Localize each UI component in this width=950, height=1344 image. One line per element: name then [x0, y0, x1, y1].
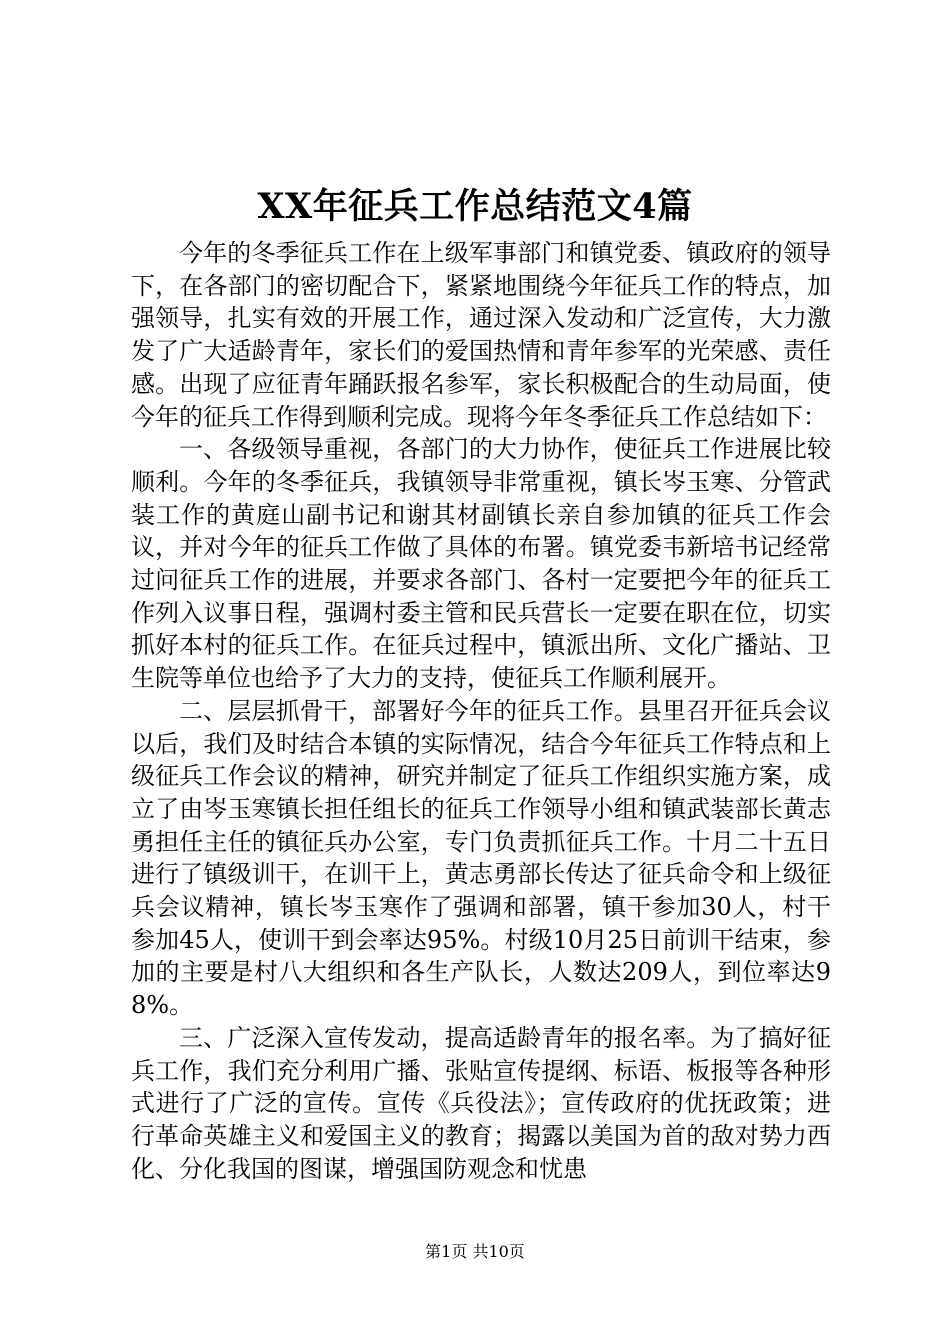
paragraph-section-1: 一、各级领导重视，各部门的大力协作，使征兵工作进展比较顺利。今年的冬季征兵，我镇领导非常重视，镇长岑玉寒、分管武装工作的黄庭山副书记和谢其材副镇长亲自参加镇的征兵工作会议，并对今年的征兵工作做了具体的布署。镇党委韦新培书记经常过问征兵工作的进展，并要求各部门、各村一定要把今年的征兵工作列入议事日程，强调村委主管和民兵营长一定要在职在位，切实抓好本村的征兵工作。在征兵过程中，镇派出所、文化广播站、卫生院等单位也给予了大力的支持，使征兵工作顺利展开。: [131, 435, 831, 693]
paragraph-section-3: 三、广泛深入宣传发动，提高适龄青年的报名率。为了搞好征兵工作，我们充分利用广播、张贴宣传提纲、标语、板报等各种形式进行了广泛的宣传。宣传《兵役法》；宣传政府的优抚政策；进行革命英雄主义和爱国主义的教育；揭露以美国为首的敌对势力西化、分化我国的图谋，增强国防观念和忧患: [131, 1023, 831, 1183]
paragraph-section-2: 二、层层抓骨干，部署好今年的征兵工作。县里召开征兵会议以后，我们及时结合本镇的实际情况，结合今年征兵工作特点和上级征兵工作会议的精神，研究并制定了征兵工作组织实施方案，成立了由岑玉寒镇长担任组长的征兵工作领导小组和镇武装部长黄志勇担任主任的镇征兵办公室，专门负责抓征兵工作。十月二十五日进行了镇级训干，在训干上，黄志勇部长传达了征兵命令和上级征兵会议精神，镇长岑玉寒作了强调和部署，镇干参加30人，村干参加45人，使训干到会率达95%。村级10月25日前训干结束，参加的主要是村八大组织和各生产队长，人数达209人，到位率达98%。: [131, 696, 831, 1020]
document-body: [131, 237, 831, 1185]
page-number-footer: 第1页 共10页: [425, 1242, 525, 1261]
document-title: XX年征兵工作总结范文4篇: [257, 186, 693, 227]
paragraph-intro: 今年的冬季征兵工作在上级军事部门和镇党委、镇政府的领导下，在各部门的密切配合下，紧紧地围绕今年征兵工作的特点，加强领导，扎实有效的开展工作，通过深入发动和广泛宣传，大力激发了广大适龄青年，家长们的爱国热情和青年参军的光荣感、责任感。出现了应征青年踊跃报名参军，家长积极配合的生动局面，使今年的征兵工作得到顺利完成。现将今年冬季征兵工作总结如下：: [131, 239, 831, 431]
